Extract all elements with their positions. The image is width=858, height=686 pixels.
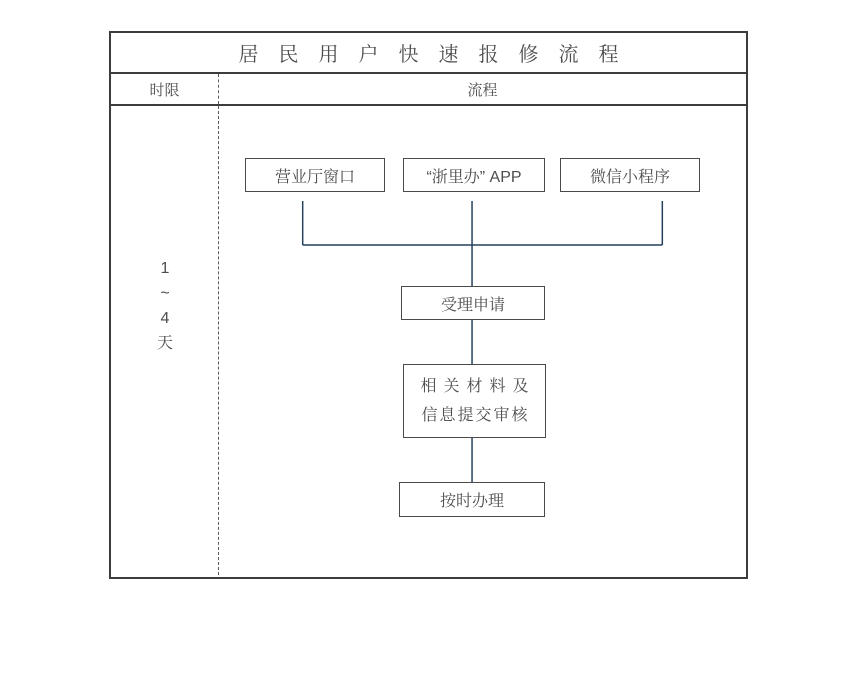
time-limit-line-4: 4: [160, 310, 170, 327]
title-row: [111, 33, 746, 74]
step-box-handle-on-time: [399, 482, 545, 517]
process-column-label: 流程: [467, 81, 498, 99]
flowchart-body: [111, 106, 746, 575]
header-cell-time-limit: [111, 74, 219, 104]
time-limit-tilde: ~: [160, 285, 170, 302]
step-box-materials-review: [403, 364, 546, 438]
step-box-accept-application-label: 受理申请: [440, 296, 505, 314]
table-header-row: [111, 74, 746, 106]
page-title: 居民用户快速报修流程: [238, 44, 639, 66]
step-box-materials-review-line2: 信息提交审核: [421, 407, 530, 424]
time-limit-column: [111, 106, 219, 575]
channel-box-wechat-miniprogram-label: 微信小程序: [589, 168, 670, 186]
flowchart-sheet: [109, 31, 748, 579]
time-limit-line-1: 1: [160, 260, 170, 277]
channel-box-service-hall-label: 营业厅窗口: [274, 168, 355, 186]
channel-box-zheliban-app: [403, 158, 545, 192]
step-box-accept-application: [401, 286, 545, 320]
time-limit-value: [111, 256, 219, 356]
step-box-materials-review-line1: 相关材料及: [420, 378, 536, 395]
time-limit-column-label: 时限: [149, 81, 180, 99]
step-box-handle-on-time-label: 按时办理: [439, 493, 504, 510]
channel-box-wechat-miniprogram: [560, 158, 700, 192]
process-flow-area: [220, 106, 746, 575]
channel-box-service-hall: [245, 158, 385, 192]
channel-box-zheliban-app-label: “浙里办” APP: [426, 168, 522, 186]
time-limit-unit-day: 天: [156, 335, 173, 352]
header-cell-process: [219, 74, 746, 104]
